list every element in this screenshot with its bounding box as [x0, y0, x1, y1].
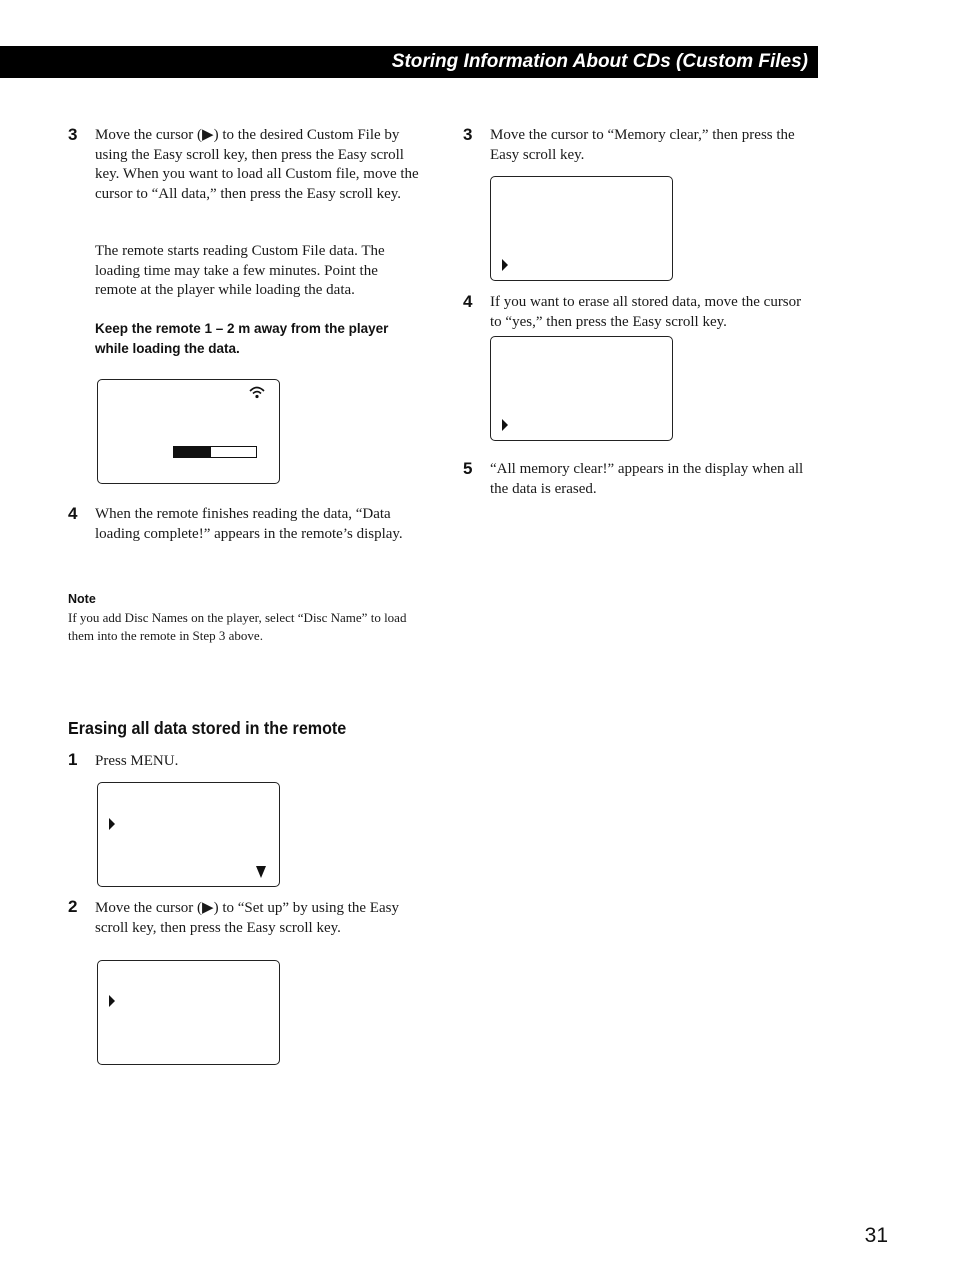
loading-progress-bar	[173, 446, 257, 458]
step-number: 1	[68, 750, 78, 769]
page-section-title: Storing Information About CDs (Custom Files)	[391, 51, 808, 72]
step-number: 3	[68, 125, 78, 144]
remote-display-confirm	[490, 336, 673, 441]
cursor-arrow-icon	[501, 418, 509, 432]
loading-progress-fill	[174, 447, 211, 457]
step-number: 2	[68, 897, 78, 916]
remote-display-menu	[97, 782, 280, 887]
header-bar	[0, 46, 818, 78]
memory-clear-step-4-text: If you want to erase all stored data, move the cursor to “yes,” then press the Easy scroll key.	[490, 294, 802, 330]
remote-display-loading	[97, 379, 280, 484]
cursor-arrow-icon	[501, 258, 509, 272]
erase-step-2-text: Move the cursor (▶) to “Set up” by using the Easy scroll key, then press the Easy scroll key.	[95, 900, 399, 936]
step-3-info-text: The remote starts reading Custom File data. The loading time may take a few minutes. Point the remote at the player while loading the data.	[95, 243, 385, 298]
note-label: Note	[68, 592, 96, 606]
memory-clear-step-5-text: “All memory clear!” appears in the display when all the data is erased.	[490, 461, 804, 497]
note-text: If you add Disc Names on the player, select “Disc Name” to load them into the remote in Step 3 above.	[68, 610, 407, 643]
page-number: 31	[864, 1224, 888, 1247]
section-heading: Erasing all data stored in the remote	[68, 718, 347, 738]
scroll-down-arrow-icon	[255, 865, 267, 879]
step-3-text: Move the cursor (▶) to the desired Custom File by using the Easy scroll key, then press the Easy scroll key. When you want to load all Custom file, move the cursor to “All data,” then press the Easy scroll key.	[95, 127, 419, 202]
step-number: 3	[463, 125, 473, 144]
memory-clear-step-3-text: Move the cursor to “Memory clear,” then press the Easy scroll key.	[490, 127, 795, 163]
remote-display-setup	[97, 960, 280, 1065]
cursor-arrow-icon	[108, 817, 116, 831]
step-number: 5	[463, 459, 473, 478]
step-number: 4	[68, 504, 78, 523]
distance-warning: Keep the remote 1 – 2 m away from the player while loading the data.	[95, 321, 389, 356]
signal-waves-icon	[248, 385, 266, 399]
step-number: 4	[463, 292, 473, 311]
remote-display-memory-clear	[490, 176, 673, 281]
step-4-text: When the remote finishes reading the data, “Data loading complete!” appears in the remote’s display.	[95, 506, 403, 542]
cursor-arrow-icon	[108, 994, 116, 1008]
erase-step-1-text: Press MENU.	[95, 753, 179, 769]
